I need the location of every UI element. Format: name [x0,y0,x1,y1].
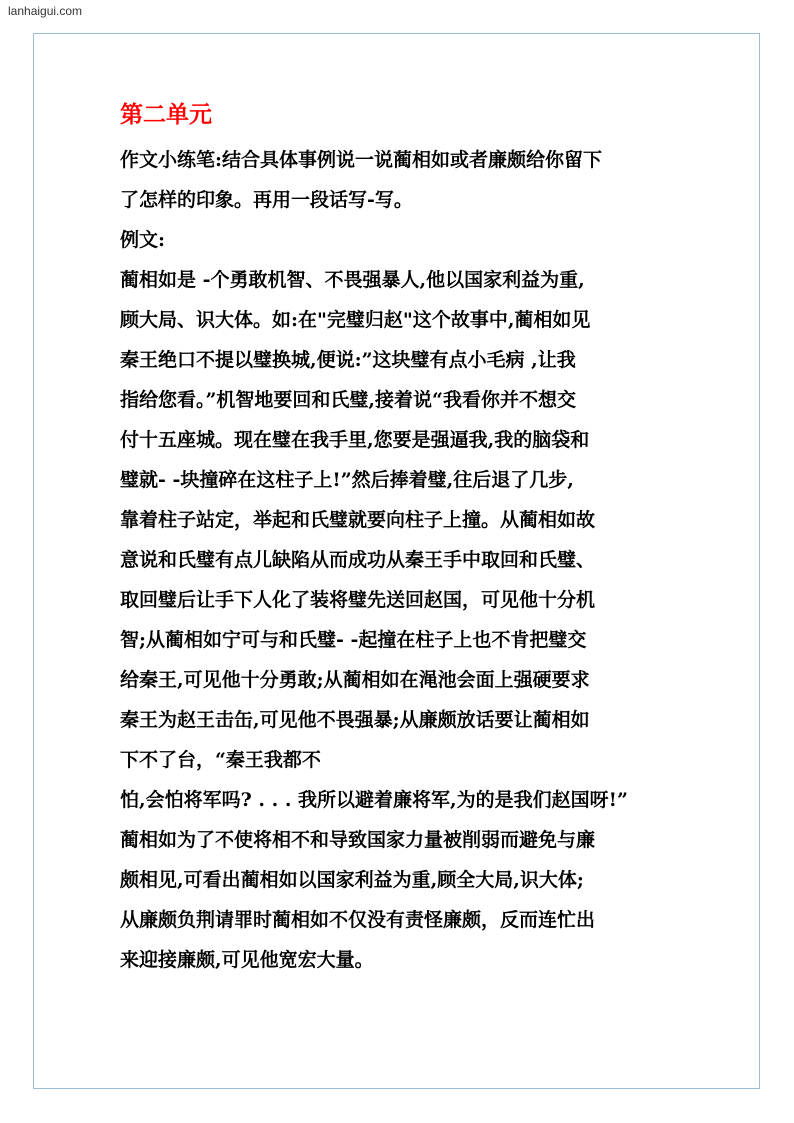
text-line: 了怎样的印象。再用一段话写-写。 [120,189,413,211]
text-line: 顾大局、识大体。如:在"完璧归赵"这个故事中,蔺相如见 [120,309,591,331]
text-line: 来迎接廉颇,可见他宽宏大量。 [120,949,374,971]
text-line: 怕,会怕将军吗? . . . 我所以避着廉将军,为的是我们赵国呀!” [120,789,628,811]
text-line: 璧就- -块撞碎在这柱子上!”然后捧着璧,往后退了几步, [120,469,574,491]
text-line: 取回璧后让手下人化了装将璧先送回赵国，可见他十分机 [120,589,596,611]
text-line: 指给您看。”机智地要回和氏璧,接着说“我看你并不想交 [120,389,576,411]
text-line: 作文小练笔:结合具体事例说一说蔺相如或者廉颇给你留下 [120,149,603,171]
text-line: 给秦王,可见他十分勇敢;从蔺相如在渑池会面上强硬要求 [120,669,590,691]
text-line: 靠着柱子站定，举起和氏璧就要向柱子上撞。从蔺相如故 [120,509,596,531]
text-line: 秦王绝口不提以璧换城,便说:”这块璧有点小毛病 ,让我 [120,349,576,371]
site-watermark: lanhaigui.com [8,4,83,18]
text-line: 下不了台，“秦王我都不 [120,749,321,771]
unit-title: 第二单元 [120,102,212,128]
text-line: 付十五座城。现在璧在我手里,您要是强逼我,我的脑袋和 [120,429,590,451]
text-line: 例文: [120,229,166,251]
text-line: 智;从蔺相如宁可与和氏璧- -起撞在柱子上也不肯把璧交 [120,629,587,651]
text-line: 意说和氏璧有点儿缺陷从而成功从秦王手中取回和氏璧、 [120,549,596,571]
text-line: 蔺相如是 -个勇敢机智、不畏强暴人,他以国家利益为重, [120,269,585,291]
text-line: 从廉颇负荆请罪时蔺相如不仅没有责怪廉颇，反而连忙出 [120,909,596,931]
text-line: 颇相见,可看出蔺相如以国家利益为重,顾全大局,识大体; [120,869,584,891]
text-line: 秦王为赵王击缶,可见他不畏强暴;从廉颇放话要让蔺相如 [120,709,590,731]
essay-body [120,145,720,985]
text-line: 蔺相如为了不使将相不和导致国家力量被削弱而避免与廉 [120,829,596,851]
